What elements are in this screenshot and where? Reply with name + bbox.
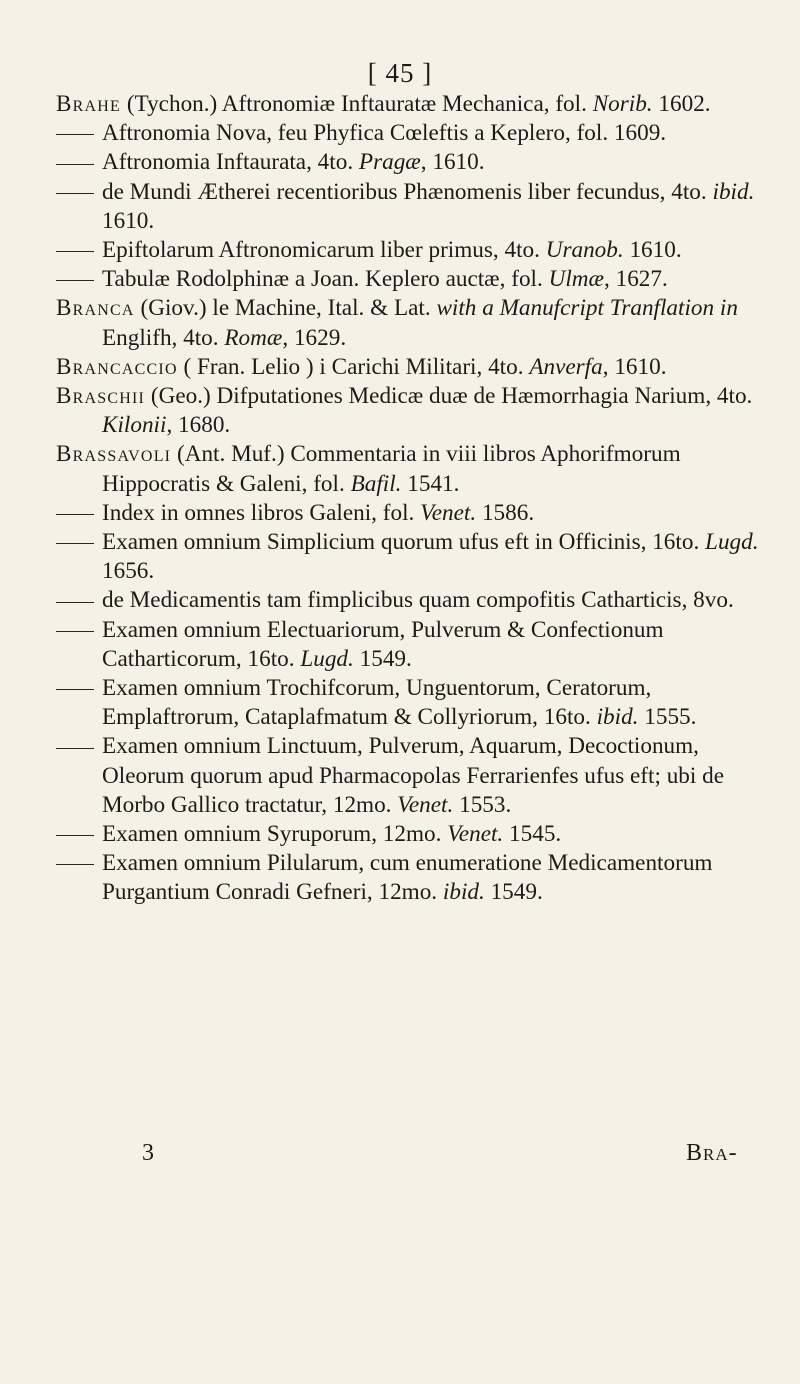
ditto-dash — [56, 631, 94, 632]
catalogue-entry: Aftronomia Nova, feu Phyfica Cœleftis a Keplero, fol. 1609. — [56, 119, 768, 148]
catalogue-entry: Examen omnium Linctuum, Pulverum, Aquarum, Decoctionum, Oleorum quorum apud Pharmacopolas Ferrarienfes ufus eft; ubi de Morbo Gallico tractatur, 12mo. Venet. 1553. — [56, 732, 768, 820]
entry-author: Branca — [56, 295, 135, 322]
entry-author: Brahe — [56, 91, 122, 117]
catalogue-entry: Examen omnium Syruporum, 12mo. Venet. 1545. — [56, 820, 768, 849]
catalogue-entry: Brahe (Tychon.) Aftronomiæ Inftauratæ Mechanica, fol. Norib. 1602. — [56, 91, 711, 117]
catalogue-entry: Index in omnes libros Galeni, fol. Venet. 1586. — [56, 499, 768, 528]
catalogue-entry: Brancaccio ( Fran. Lelio ) i Carichi Militari, 4to. Anverfa, 1610. — [56, 353, 667, 380]
catalogue-entry: Epiftolarum Aftronomicarum liber primus, 4to. Uranob. 1610. — [56, 236, 768, 265]
ditto-dash — [56, 835, 94, 836]
ditto-dash — [56, 689, 94, 690]
page-footer — [0, 1140, 800, 1174]
catalogue-entry: Brassavoli (Ant. Muf.) Commentaria in viii libros Aphorifmorum Hippocratis & Galeni, fol. Bafil. 1541. — [56, 441, 681, 497]
catalogue-entry: Examen omnium Simplicium quorum ufus eft in Officinis, 16to. Lugd. 1656. — [56, 528, 768, 586]
ditto-dash — [56, 602, 94, 603]
signature-mark: 3 — [142, 1140, 154, 1166]
ditto-dash — [56, 748, 94, 749]
catchword: Bra- — [686, 1140, 738, 1166]
ditto-dash — [56, 164, 94, 165]
page-number: [ 45 ] — [367, 58, 433, 88]
catalogue-entry: Tabulæ Rodolphinæ a Joan. Keplero auctæ, fol. Ulmæ, 1627. — [56, 265, 768, 294]
ditto-dash — [56, 193, 94, 194]
catalogue-entries — [56, 90, 768, 908]
catalogue-entry: Aftronomia Inftaurata, 4to. Pragæ, 1610. — [56, 148, 768, 177]
entry-author: Braschii — [56, 383, 146, 410]
catalogue-entry: Braschii (Geo.) Difputationes Medicæ duæ de Hæmorrhagia Narium, 4to. Kilonii, 1680. — [56, 383, 753, 439]
entry-author: Brassavoli — [56, 441, 172, 468]
ditto-dash — [56, 280, 94, 281]
ditto-dash — [56, 543, 94, 544]
entry-author: Brancaccio — [56, 353, 178, 380]
ditto-dash — [56, 134, 94, 135]
catalogue-entry: Examen omnium Pilularum, cum enumeratione Medicamentorum Purgantium Conradi Gefneri, 12mo. ibid. 1549. — [56, 849, 768, 907]
ditto-dash — [56, 864, 94, 865]
catalogue-entry: Branca (Giov.) le Machine, Ital. & Lat. with a Manufcript Tranflation in Englifh, 4to. Romæ, 1629. — [56, 295, 738, 351]
catalogue-entry: Examen omnium Electuariorum, Pulverum & Confectionum Catharticorum, 16to. Lugd. 1549. — [56, 616, 768, 674]
ditto-dash — [56, 251, 94, 252]
catalogue-entry: de Medicamentis tam fimplicibus quam compofitis Catharticis, 8vo. — [56, 586, 768, 615]
catalogue-entry: de Mundi Ætherei recentioribus Phænomenis liber fecundus, 4to. ibid. 1610. — [56, 178, 768, 236]
catalogue-entry: Examen omnium Trochifcorum, Unguentorum, Ceratorum, Emplaftrorum, Cataplafmatum & Collyriorum, 16to. ibid. 1555. — [56, 674, 768, 732]
entry-place: Norib. — [592, 91, 653, 117]
ditto-dash — [56, 514, 94, 515]
